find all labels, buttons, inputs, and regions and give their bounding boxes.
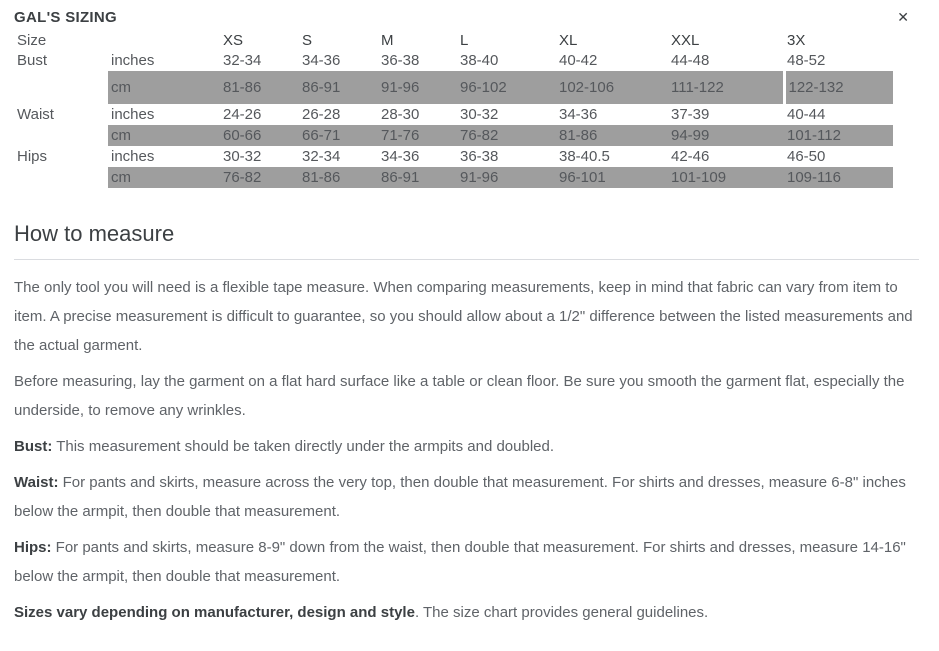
paragraph-lead-bold: Waist: — [14, 474, 59, 491]
size-value-cell: 46-50 — [787, 148, 826, 165]
modal-title: GAL'S SIZING — [14, 9, 118, 26]
size-value-cell: 32-34 — [223, 52, 262, 69]
size-value-cell: 94-99 — [668, 125, 784, 146]
size-value-cell: 101-109 — [668, 167, 784, 188]
row-label: Waist — [17, 106, 54, 123]
size-value-cell: 91-96 — [457, 167, 556, 188]
unit-label — [108, 30, 220, 50]
size-column-header: M — [381, 31, 394, 49]
size-value-cell: 81-86 — [299, 167, 378, 188]
how-to-measure-heading: How to measure — [14, 221, 175, 246]
size-value-cell: 38-40 — [460, 52, 499, 69]
size-value-cell: 40-42 — [559, 52, 598, 69]
instruction-paragraph: Before measuring, lay the garment on a flat hard surface like a table or clean floor. Be sure you smooth the garment flat, especially the underside, to remove any wrinkles. — [14, 373, 905, 419]
paragraph-lead-bold: Bust: — [14, 438, 53, 455]
unit-label: cm — [108, 71, 220, 104]
size-value-cell: 86-91 — [378, 167, 457, 188]
size-column-header: L — [460, 31, 469, 49]
size-value-cell: 101-112 — [784, 125, 893, 146]
instruction-paragraph: Bust: This measurement should be taken directly under the armpits and doubled. — [14, 438, 555, 455]
size-value-cell: 36-38 — [460, 148, 499, 165]
modal-header — [14, 8, 925, 30]
size-value-cell: 40-44 — [787, 106, 826, 123]
row-label — [14, 167, 108, 188]
table-row — [14, 71, 893, 104]
table-row — [14, 125, 893, 146]
size-column-header: 3X — [787, 31, 806, 49]
size-value-cell: 96-101 — [556, 167, 668, 188]
size-value-cell: 36-38 — [381, 52, 420, 69]
size-value-cell: 42-46 — [671, 148, 710, 165]
size-value-cell: 38-40.5 — [559, 148, 610, 165]
size-value-cell: 60-66 — [220, 125, 299, 146]
paragraph-lead-bold: Hips: — [14, 539, 52, 556]
row-label — [14, 71, 108, 104]
table-row — [14, 50, 893, 71]
size-value-cell: 111-122 — [668, 71, 784, 104]
size-value-cell: 26-28 — [302, 106, 341, 123]
paragraph-lead-bold: Sizes vary depending on manufacturer, design and style — [14, 604, 415, 621]
unit-label: inches — [111, 148, 155, 165]
table-row — [14, 146, 893, 167]
size-value-cell: 102-106 — [556, 71, 668, 104]
sizing-table — [14, 30, 893, 188]
unit-label: cm — [108, 125, 220, 146]
unit-label: inches — [111, 106, 155, 123]
size-value-cell: 109-116 — [784, 167, 893, 188]
table-row — [14, 167, 893, 188]
size-column-header: S — [302, 31, 313, 49]
instruction-paragraph: The only tool you will need is a flexible tape measure. When comparing measurements, keep in mind that fabric can vary from item to item. A precise measurement is difficult to guarantee, so you should allow about a 1/2" difference between the listed measurements and the actual garment. — [14, 279, 913, 354]
size-value-cell: 81-86 — [556, 125, 668, 146]
size-value-cell: 86-91 — [299, 71, 378, 104]
measure-instructions — [14, 273, 925, 627]
size-value-cell: 91-96 — [378, 71, 457, 104]
row-label: Hips — [17, 148, 48, 165]
divider — [14, 259, 919, 260]
unit-label: inches — [111, 52, 155, 69]
close-icon[interactable]: ✕ — [897, 9, 909, 25]
size-column-header: XXL — [671, 31, 700, 49]
size-value-cell: 76-82 — [220, 167, 299, 188]
size-value-cell: 81-86 — [220, 71, 299, 104]
size-value-cell: 34-36 — [302, 52, 341, 69]
row-label — [14, 125, 108, 146]
size-value-cell: 122-132 — [784, 71, 893, 104]
size-value-cell: 34-36 — [381, 148, 420, 165]
size-value-cell: 96-102 — [457, 71, 556, 104]
unit-label: cm — [108, 167, 220, 188]
row-label: Size — [17, 31, 47, 49]
size-column-header: XS — [223, 31, 244, 49]
instruction-paragraph: Hips: For pants and skirts, measure 8-9" down from the waist, then double that measurement. For shirts and dresses, measure 14-16" below the armpit, then double that measurement. — [14, 539, 906, 585]
size-value-cell: 76-82 — [457, 125, 556, 146]
size-value-cell: 30-32 — [460, 106, 499, 123]
row-label: Bust — [17, 52, 48, 69]
size-value-cell: 32-34 — [302, 148, 341, 165]
size-value-cell: 71-76 — [378, 125, 457, 146]
size-value-cell: 28-30 — [381, 106, 420, 123]
size-value-cell: 30-32 — [223, 148, 262, 165]
table-header-row — [14, 30, 893, 50]
size-value-cell: 66-71 — [299, 125, 378, 146]
size-column-header: XL — [559, 31, 578, 49]
size-value-cell: 37-39 — [671, 106, 710, 123]
instruction-paragraph: Sizes vary depending on manufacturer, design and style. The size chart provides general guidelines. — [14, 604, 709, 621]
size-value-cell: 24-26 — [223, 106, 262, 123]
size-value-cell: 34-36 — [559, 106, 598, 123]
size-value-cell: 44-48 — [671, 52, 710, 69]
table-row — [14, 104, 893, 125]
instruction-paragraph: Waist: For pants and skirts, measure across the very top, then double that measurement. For shirts and dresses, measure 6-8" inches below the armpit, then double that measurement. — [14, 474, 906, 520]
size-value-cell: 48-52 — [787, 52, 826, 69]
